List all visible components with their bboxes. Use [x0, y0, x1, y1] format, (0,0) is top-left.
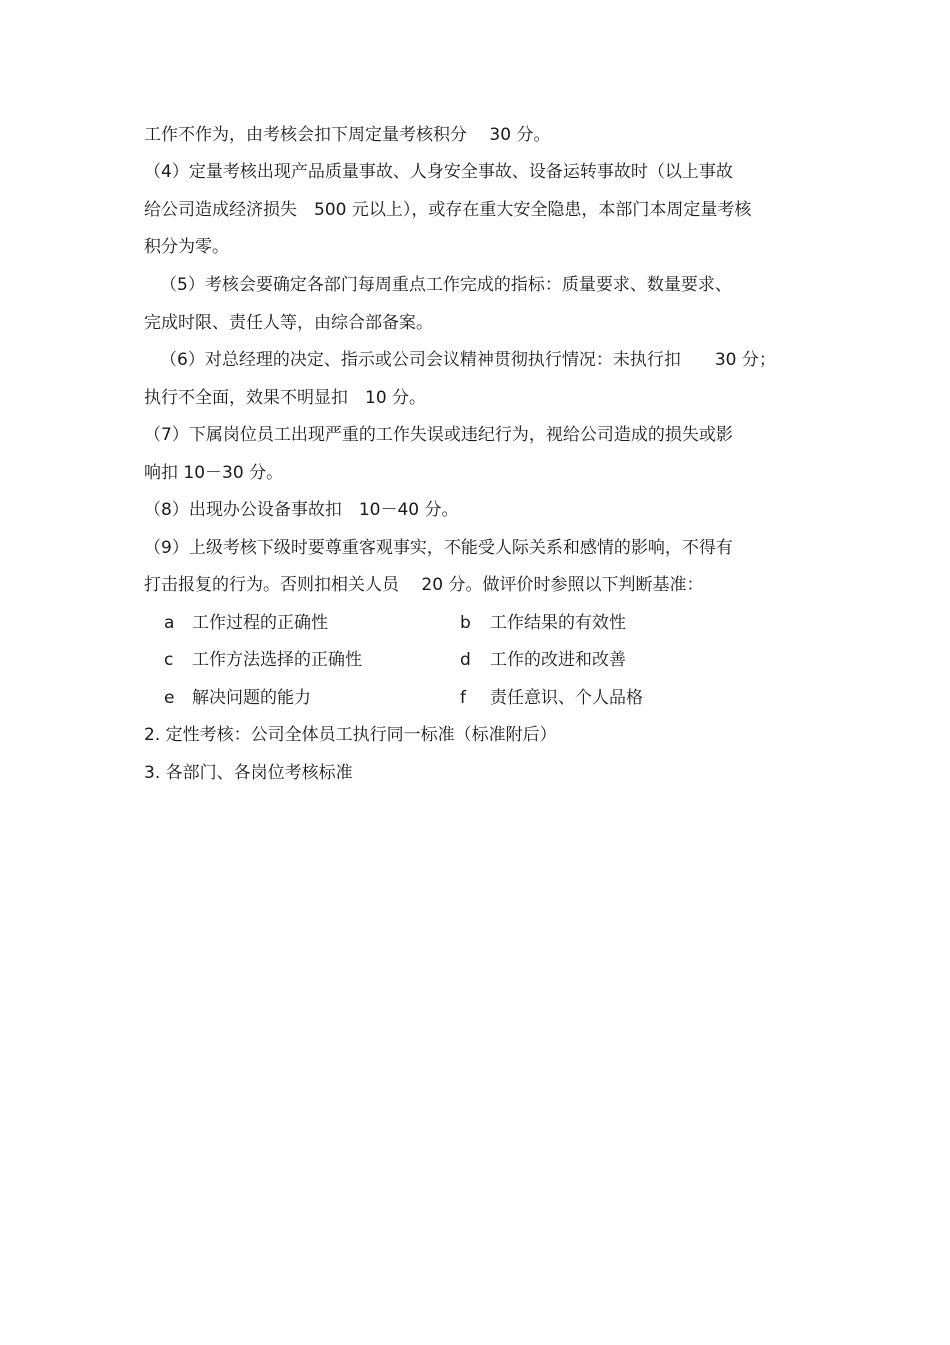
criterion-text: 责任意识、个人品格 — [490, 688, 643, 708]
paragraph-line: 工作不作为，由考核会扣下周定量考核积分 30 分。 — [144, 125, 551, 145]
paragraph-line: （8）出现办公设备事故扣 10－40 分。 — [144, 500, 459, 520]
paragraph-line: （5）考核会要确定各部门每周重点工作完成的指标：质量要求、数量要求、 — [160, 275, 732, 295]
criterion-text: 工作过程的正确性 — [192, 613, 328, 633]
paragraph-line: 打击报复的行为。否则扣相关人员 20 分。做评价时参照以下判断基准： — [144, 575, 704, 595]
criterion-letter: e — [164, 688, 175, 708]
paragraph-line: （7）下属岗位员工出现严重的工作失误或违纪行为，视给公司造成的损失或影 — [144, 425, 733, 445]
section-heading: 3. 各部门、各岗位考核标准 — [144, 763, 353, 783]
criterion-letter: f — [460, 688, 466, 708]
criterion-letter: d — [460, 650, 471, 670]
paragraph-line: 响扣 10－30 分。 — [144, 463, 284, 483]
criterion-text: 工作方法选择的正确性 — [192, 650, 362, 670]
criterion-text: 工作的改进和改善 — [490, 650, 626, 670]
section-heading: 2. 定性考核：公司全体员工执行同一标准（标准附后） — [144, 725, 557, 745]
paragraph-line: （9）上级考核下级时要尊重客观事实，不能受人际关系和感情的影响，不得有 — [144, 538, 733, 558]
criterion-letter: b — [460, 613, 471, 633]
paragraph-line: （4）定量考核出现产品质量事故、人身安全事故、设备运转事故时（以上事故 — [144, 162, 733, 182]
paragraph-line: 完成时限、责任人等，由综合部备案。 — [144, 313, 433, 333]
paragraph-line: 执行不全面，效果不明显扣 10 分。 — [144, 388, 427, 408]
criterion-text: 解决问题的能力 — [192, 688, 311, 708]
paragraph-line: 给公司造成经济损失 500 元以上），或存在重大安全隐患，本部门本周定量考核 — [144, 200, 752, 220]
criterion-text: 工作结果的有效性 — [490, 613, 626, 633]
criterion-letter: a — [164, 613, 175, 633]
paragraph-line: （6）对总经理的决定、指示或公司会议精神贯彻执行情况：未执行扣 30 分； — [160, 350, 776, 370]
paragraph-line: 积分为零。 — [144, 237, 229, 257]
criterion-letter: c — [164, 650, 174, 670]
